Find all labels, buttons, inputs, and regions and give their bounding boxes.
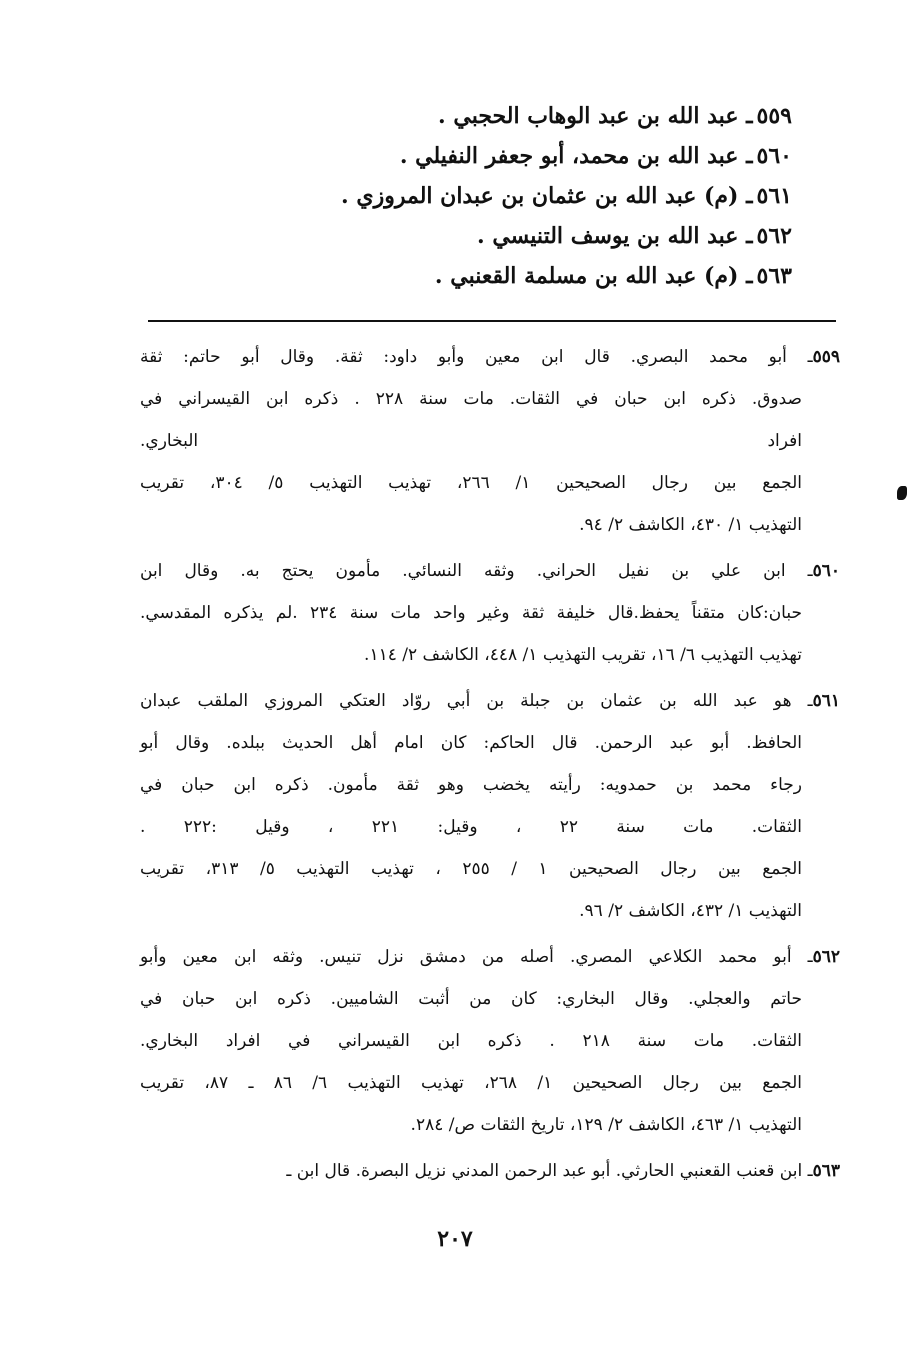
entry-line: [232, 216, 792, 256]
footnote-text: رجاء محمد بن حمدويه: رأيته يخضب وهو ثقة مأمون. ذكره ابن حبان في: [140, 775, 802, 795]
footnote-line: [140, 378, 840, 420]
footnote-text: صدوق. ذكره ابن حبان في الثقات. مات سنة ٢٢٨ . ذكره ابن القيسراني في: [140, 389, 802, 409]
footnote-text: ـ ابن قعنب القعنبي الحارثي. أبو عبد الرحمن المدني نزيل البصرة. قال ابن ـ: [286, 1161, 813, 1181]
entry-text: ـ عبد الله بن محمد، أبو جعفر النفيلي .: [399, 143, 753, 169]
footnote-line: [140, 936, 840, 978]
footnote-line: [140, 1150, 840, 1192]
footnote-text: الجمع بين رجال الصحيحين ١/ ٢٦٦، تهذيب التهذيب ٥/ ٣٠٤، تقريب: [140, 473, 802, 493]
entry-list: [232, 96, 792, 296]
entry-number: ٥٦٢: [756, 223, 792, 249]
page-number: ٢٠٧: [437, 1226, 473, 1252]
footnotes: [140, 336, 840, 1196]
footnote-line: [140, 680, 840, 722]
footnote-text: حبان:كان متقناً يحفظ.قال خليفة ثقة وغير واحد مات سنة ٢٣٤ .لم يذكره المقدسي.: [140, 603, 802, 623]
footnote-number: ٥٦٣: [812, 1161, 840, 1181]
footnote-line: [140, 550, 840, 592]
footnote-line: [140, 1062, 840, 1104]
footnote-text: التهذيب ١/ ٤٣٠، الكاشف ٢/ ٩٤.: [579, 515, 802, 535]
footnote-number: ٥٥٩: [812, 347, 840, 367]
footnote-line: [140, 890, 840, 932]
entry-text: ـ عبد الله بن عبد الوهاب الحجبي .: [438, 103, 753, 129]
footnote: [140, 680, 840, 932]
footnote-line: [140, 764, 840, 806]
footnote-text: حاتم والعجلي. وقال البخاري: كان من أثبت الشاميين. ذكره ابن حبان في: [140, 989, 802, 1009]
ink-mark: [897, 486, 907, 500]
footnote-text: الثقات. مات سنة ٢٢ ، وقيل: ٢٢١ ، وقيل :٢٢٢ .: [140, 817, 802, 837]
footnote-number: ٥٦٠: [812, 561, 840, 581]
entry-line: [232, 96, 792, 136]
entry-text: ـ عبد الله بن يوسف التنيسي .: [477, 223, 753, 249]
footnote-text: ـ أبو محمد البصري. قال ابن معين وأبو داود: ثقة. وقال أبو حاتم: ثقة: [140, 347, 813, 367]
footnote: [140, 1150, 840, 1192]
footnote-text: الجمع بين رجال الصحيحين ١ / ٢٥٥ ، تهذيب التهذيب ٥/ ٣١٣، تقريب: [140, 859, 803, 879]
footnote: [140, 336, 840, 546]
footnote-line: [140, 722, 840, 764]
footnote: [140, 936, 840, 1146]
footnote-line: [140, 420, 840, 462]
entry-line: [232, 136, 792, 176]
footnote-text: الحافظ. أبو عبد الرحمن. قال الحاكم: كان امام أهل الحديث ببلده. وقال أبو: [140, 733, 802, 753]
entry-number: ٥٥٩: [756, 103, 792, 129]
footnote-line: [140, 504, 840, 546]
footnote-line: [140, 1104, 840, 1146]
footnote-number: ٥٦٢: [812, 947, 840, 967]
footnote-text: التهذيب ١/ ٤٦٣، الكاشف ٢/ ١٢٩، تاريخ الثقات ص/ ٢٨٤.: [410, 1115, 802, 1135]
footnote-line: [140, 462, 840, 504]
footnote-line: [140, 592, 840, 634]
entry-number: ٥٦١: [756, 183, 792, 209]
footnote-text: ـ ابن علي بن نفيل الحراني. وثقه النسائي. مأمون يحتج به. وقال ابن: [140, 561, 813, 581]
entry-number: ٥٦٣: [756, 263, 792, 289]
entry-text: ـ (م) عبد الله بن عثمان بن عبدان المروزي .: [341, 183, 753, 209]
footnote-text: الجمع بين رجال الصحيحين ١/ ٢٦٨، تهذيب التهذيب ٦/ ٨٦ ـ ٨٧، تقريب: [140, 1073, 802, 1093]
footnote-text: تهذيب التهذيب ٦/ ١٦، تقريب التهذيب ١/ ٤٤٨، الكاشف ٢/ ١١٤.: [364, 645, 802, 665]
footnote-text: افراد البخاري.: [140, 431, 802, 451]
footnote-line: [140, 1020, 840, 1062]
footnote-text: ـ أبو محمد الكلاعي المصري. أصله من دمشق نزل تنيس. وثقه ابن معين وأبو: [140, 947, 813, 967]
footnote: [140, 550, 840, 676]
entry-line: [232, 176, 792, 216]
entry-number: ٥٦٠: [756, 143, 792, 169]
footnote-text: ـ هو عبد الله بن عثمان بن جبلة بن أبي روّاد العتكي المروزي الملقب عبدان: [140, 691, 813, 711]
footnote-line: [140, 634, 840, 676]
footnote-line: [140, 978, 840, 1020]
footnote-divider: [148, 320, 836, 322]
footnote-number: ٥٦١: [812, 691, 840, 711]
footnote-line: [140, 806, 840, 848]
footnote-text: التهذيب ١/ ٤٣٢، الكاشف ٢/ ٩٦.: [579, 901, 802, 921]
footnote-line: [140, 848, 840, 890]
entry-line: [232, 256, 792, 296]
entry-text: ـ (م) عبد الله بن مسلمة القعنبي .: [434, 263, 753, 289]
footnote-line: [140, 336, 840, 378]
footnote-text: الثقات. مات سنة ٢١٨ . ذكره ابن القيسراني في افراد البخاري.: [140, 1031, 802, 1051]
